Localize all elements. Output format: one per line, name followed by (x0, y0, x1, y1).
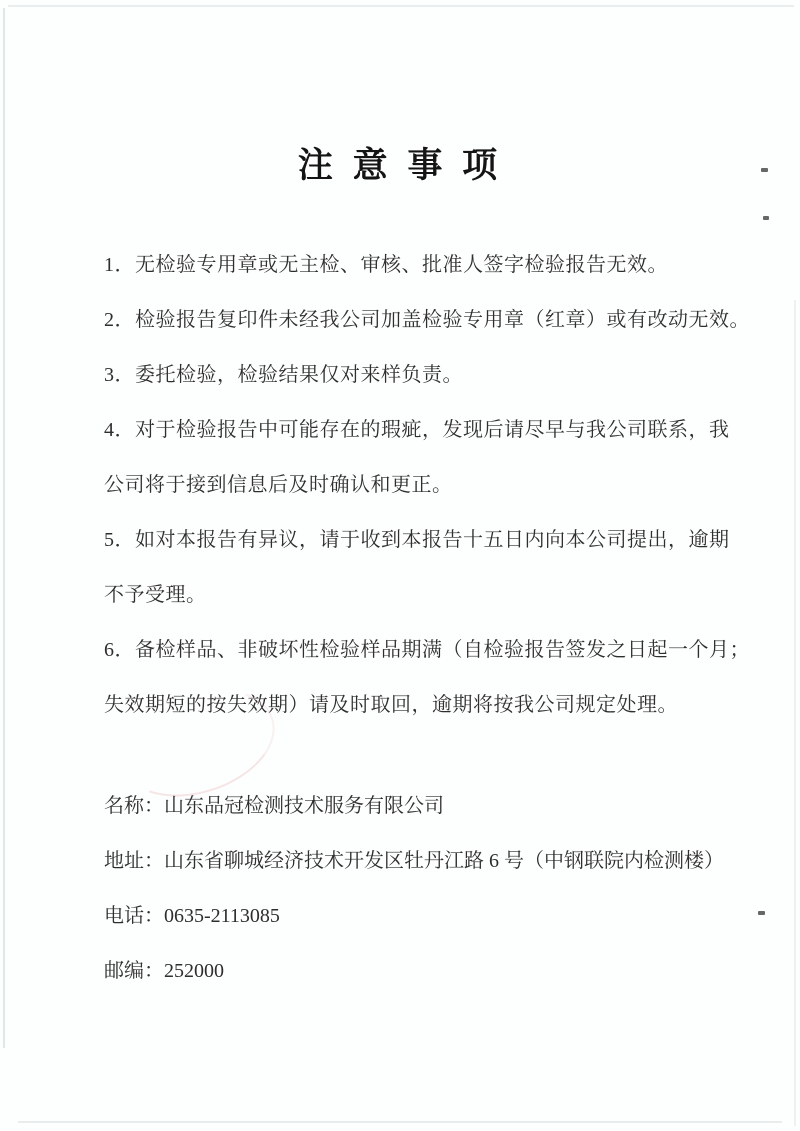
contact-row-phone (104, 889, 724, 944)
contact-label: 名称： (104, 795, 164, 817)
scan-speck (758, 911, 765, 915)
page-edge-right (794, 300, 796, 1126)
notes-list (104, 238, 750, 733)
scan-speck (763, 216, 769, 220)
contact-row-postcode (104, 944, 724, 999)
contact-block (104, 779, 724, 999)
contact-value: 0635-2113085 (164, 905, 280, 927)
contact-label: 电话： (104, 905, 164, 927)
note-line: 失效期短的按失效期）请及时取回，逾期将按我公司规定处理。 (104, 694, 678, 716)
contact-label: 邮编： (104, 960, 164, 982)
note-line: 1．无检验专用章或无主检、审核、批准人签字检验报告无效。 (104, 254, 668, 276)
contact-value: 252000 (164, 960, 224, 982)
note-line: 公司将于接到信息后及时确认和更正。 (104, 474, 453, 496)
note-line: 2．检验报告复印件未经我公司加盖检验专用章（红章）或有改动无效。 (104, 309, 750, 331)
note-line: 5．如对本报告有异议，请于收到本报告十五日内向本公司提出，逾期 (104, 529, 730, 551)
page-title: 注 意 事 项 (297, 146, 503, 185)
contact-value: 山东省聊城经济技术开发区牡丹江路 6 号（中钢联院内检测楼） (164, 850, 724, 872)
note-line: 不予受理。 (104, 584, 207, 606)
contact-row-address (104, 834, 724, 889)
note-line: 4．对于检验报告中可能存在的瑕疵，发现后请尽早与我公司联系，我 (104, 419, 730, 441)
scan-speck (761, 168, 768, 172)
contact-value: 山东品冠检测技术服务有限公司 (164, 795, 444, 817)
note-line: 6．备检样品、非破坏性检验样品期满（自检验报告签发之日起一个月； (104, 639, 750, 661)
contact-row-name (104, 779, 724, 834)
note-line: 3．委托检验，检验结果仅对来样负责。 (104, 364, 463, 386)
page-edge-bottom (18, 1121, 782, 1123)
contact-label: 地址： (104, 850, 164, 872)
page-edge-top (8, 5, 794, 7)
